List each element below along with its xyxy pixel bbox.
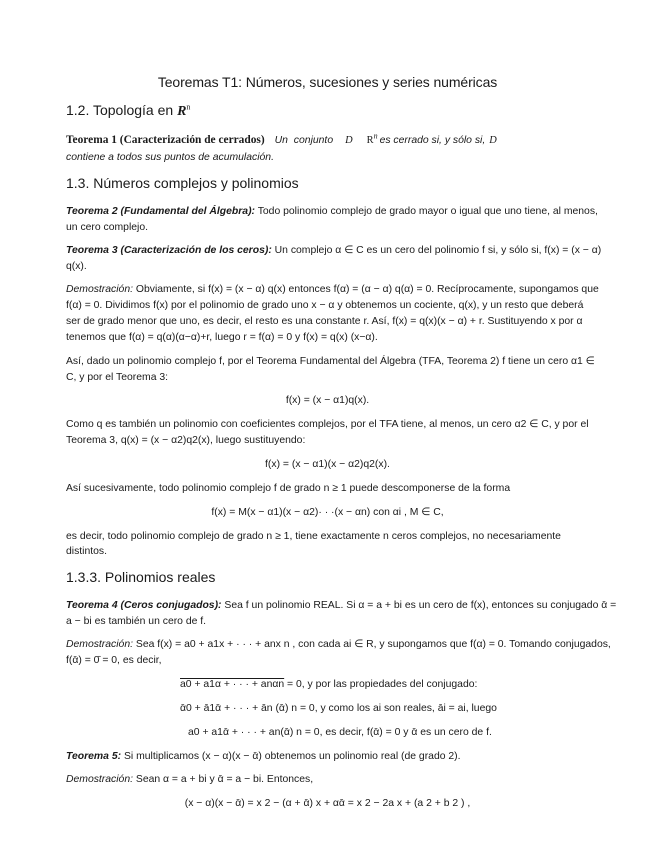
document-title: Teoremas T1: Números, sucesiones y series numéricas	[157, 74, 498, 90]
demo-1-line1	[66, 283, 599, 296]
theorem-2-line2: un cero complejo.	[66, 222, 149, 233]
theorem-2	[66, 205, 598, 218]
theorem-3-text: Un complejo α ∈ C es un cero del polinomio f si, y sólo si, f(x) = (x − α)	[271, 245, 602, 256]
theorem-4	[66, 599, 616, 612]
theorem-2-label: Teorema 2 (Fundamental del Álgebra):	[66, 206, 255, 217]
demo-3-label: Demostración:	[66, 774, 133, 785]
equation-4-conjugated: a0 + a1α + · · · + anαn	[180, 679, 285, 690]
demo-1-label: Demostración:	[66, 284, 133, 295]
equation-1: f(x) = (x − α1)q(x).	[285, 395, 370, 406]
paragraph-3-line2: es decir, todo polinomio complejo de grado n ≥ 1, tiene exactamente n ceros complejos, no necesariamente	[66, 531, 561, 542]
theorem-1-label: Teorema 1 (Caracterización de cerrados)	[66, 134, 265, 146]
section-heading-1-2	[66, 104, 190, 118]
demo-3-line1	[66, 773, 313, 786]
theorem-3-label: Teorema 3 (Caracterización de los ceros):	[66, 245, 272, 256]
theorem-5-text: Si multiplicamos (x − α)(x − ᾱ) obtenemos un polinomio real (de grado 2).	[121, 751, 461, 762]
equation-6: a0 + a1ᾱ + · · · + an(ᾱ) n = 0, es decir, f(ᾱ) = 0 y ᾱ es un cero de f.	[188, 727, 492, 738]
equation-5: ᾱ0 + ā1ᾱ + · · · + ān (ᾱ) n = 0, y como los ai son reales, āi = ai, luego	[180, 703, 497, 714]
math-R: R	[177, 104, 187, 119]
math-R-set: R	[366, 135, 374, 146]
section-heading-1-3: 1.3. Números complejos y polinomios	[66, 175, 299, 191]
theorem-1-text: es cerrado si, y sólo si,	[379, 135, 486, 146]
equation-3: f(x) = M(x − α1)(x − α2)· · ·(x − αn) con αi , M ∈ C,	[211, 507, 444, 518]
section-heading-1-3-3: 1.3.3. Polinomios reales	[66, 569, 216, 585]
paragraph-1-line2: C, y por el Teorema 3:	[66, 372, 169, 383]
paragraph-3-line1: Así sucesivamente, todo polinomio complejo f de grado n ≥ 1 puede descomponerse de la forma	[66, 483, 511, 494]
math-superscript-n: n	[373, 131, 378, 141]
theorem-4-line2: a − bi es también un cero de f.	[66, 616, 207, 627]
section-heading-text: 1.2. Topología en	[66, 102, 178, 118]
demo-2-text: Sea f(x) = a0 + a1x + · · · + anx n , con cada ai ∈ R, y supongamos que f(α) = 0. Tomando conjugados,	[133, 639, 611, 650]
demo-3-text: Sean α = a + bi y ᾱ = a − bi. Entonces,	[133, 774, 314, 785]
theorem-3-line2: q(x).	[66, 261, 87, 272]
demo-1-text: Obviamente, si f(x) = (x − α) q(x) entonces f(α) = (α − α) q(α) = 0. Recíprocamente, supongamos que	[133, 284, 599, 295]
demo-1-line4: tenemos que f(α) = q(α)(α−α)+r, luego r = f(α) = 0 y f(x) = q(x) (x−α).	[66, 332, 378, 343]
theorem-1-text: Un conjunto	[274, 135, 334, 146]
demo-1-line2: f(α) = 0. Dividimos f(x) por el polinomio de grado uno x − α y obtenemos un cociente, q(x), y un resto que deberá	[66, 300, 584, 311]
theorem-1	[66, 131, 497, 147]
demo-2-label: Demostración:	[66, 639, 133, 650]
equation-4	[180, 678, 477, 691]
paragraph-3-line3: distintos.	[66, 546, 108, 557]
math-D: D	[345, 135, 353, 146]
math-D: D	[489, 135, 497, 146]
equation-2: f(x) = (x − α1)(x − α2)q2(x).	[265, 459, 390, 470]
theorem-4-text: Sea f un polinomio REAL. Si α = a + bi es un cero de f(x), entonces su conjugado ᾱ =	[221, 600, 617, 611]
demo-1-line3: ser de grado menor que uno, es decir, el resto es una constante r. Así, f(x) = q(x)(x − α) + r. Sustituyendo x por α	[66, 316, 583, 327]
theorem-1-line2: contiene a todos sus puntos de acumulación.	[66, 152, 274, 163]
theorem-4-label: Teorema 4 (Ceros conjugados):	[66, 600, 222, 611]
theorem-5-label: Teorema 5:	[66, 751, 122, 762]
demo-2-line2: f(ᾱ) = 0̄ = 0, es decir,	[66, 655, 162, 666]
theorem-2-text: Todo polinomio complejo de grado mayor o igual que uno tiene, al menos,	[255, 206, 598, 217]
equation-4-text: = 0, y por las propiedades del conjugado:	[284, 679, 478, 690]
theorem-3	[66, 244, 601, 257]
paragraph-2-line1: Como q es también un polinomio con coeficientes complejos, por el TFA tiene, al menos, un cero α2 ∈ C, y por el	[66, 419, 589, 430]
equation-7: (x − α)(x − ᾱ) = x 2 − (α + ᾱ) x + αᾱ = x 2 − 2a x + (a 2 + b 2 ) ,	[184, 798, 471, 809]
theorem-5	[66, 750, 461, 763]
paragraph-2-line2: Teorema 3, q(x) = (x − α2)q2(x), luego sustituyendo:	[66, 435, 306, 446]
math-superscript-n: n	[186, 102, 191, 112]
demo-2-line1	[66, 638, 611, 651]
paragraph-1-line1: Así, dado un polinomio complejo f, por el Teorema Fundamental del Álgebra (TFA, Teorema 2) f tiene un cero α1 ∈	[66, 356, 595, 367]
